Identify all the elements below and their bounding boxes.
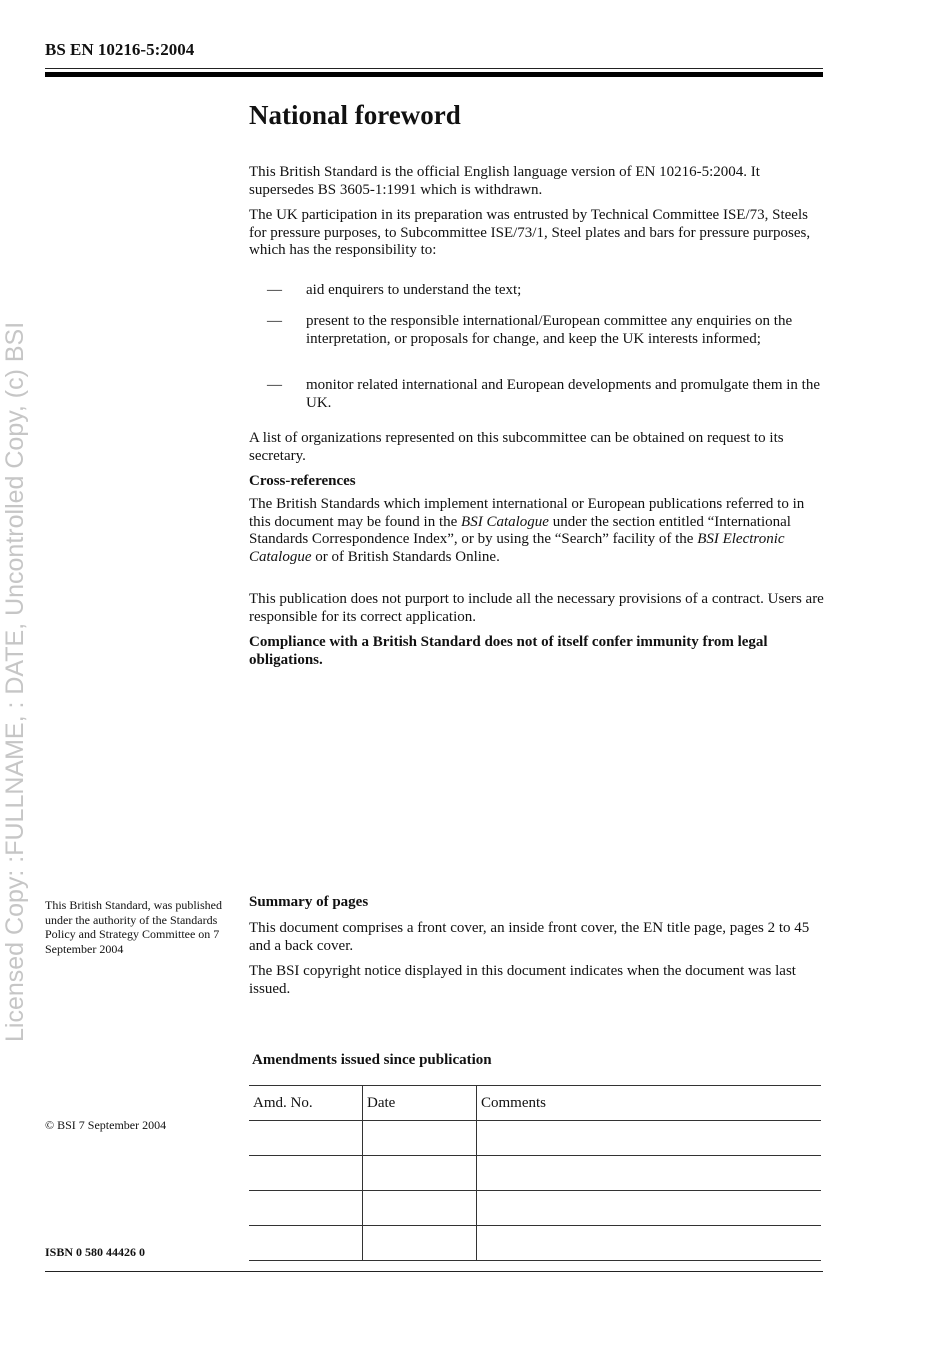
table-cell bbox=[363, 1191, 477, 1226]
bsi-catalogue-title: BSI Catalogue bbox=[461, 513, 549, 530]
responsibility-text: aid enquirers to understand the text; bbox=[306, 282, 522, 298]
amendments-table bbox=[249, 1085, 821, 1261]
column-header-amd-no: Amd. No. bbox=[249, 1086, 363, 1121]
copyright-date: © BSI 7 September 2004 bbox=[45, 1118, 167, 1132]
responsibility-text: monitor related international and European developments and promulgate them in the UK. bbox=[306, 377, 821, 411]
intro-paragraph-1: This British Standard is the official English language version of EN 10216-5:2004. It supersedes BS 3605-1:1991 which is withdrawn. bbox=[249, 164, 760, 198]
table-cell bbox=[363, 1121, 477, 1156]
dash-bullet: — bbox=[267, 282, 282, 298]
compliance-statement: Compliance with a British Standard does not of itself confer immunity from legal obligations. bbox=[249, 634, 768, 668]
watermark-text: Licensed Copy: :FULLNAME, : DATE, Uncontrolled Copy, (c) BSI bbox=[1, 321, 29, 1042]
amendments-heading: Amendments issued since publication bbox=[252, 1052, 492, 1068]
dash-bullet: — bbox=[267, 313, 282, 329]
header-rule-thick bbox=[45, 72, 823, 77]
table-row bbox=[249, 1156, 821, 1191]
table-cell bbox=[249, 1156, 363, 1191]
summary-text: This document comprises a front cover, an inside front cover, the EN title page, pages 2 to 45 and a back cover. bbox=[249, 920, 810, 954]
table-cell bbox=[363, 1226, 477, 1261]
disclaimer-paragraph: This publication does not purport to include all the necessary provisions of a contract. Users are responsible for its correct application. bbox=[249, 591, 824, 625]
table-cell bbox=[249, 1191, 363, 1226]
intro-paragraph-2: The UK participation in its preparation was entrusted by Technical Committee ISE/73, Steels for pressure purposes, to Subcommittee ISE/73/1, Steel plates and bars for pressure purposes, which has the responsibility to: bbox=[249, 207, 811, 258]
table-cell bbox=[477, 1156, 822, 1191]
table-row bbox=[249, 1191, 821, 1226]
column-header-date: Date bbox=[363, 1086, 477, 1121]
table-cell bbox=[363, 1156, 477, 1191]
table-cell bbox=[249, 1121, 363, 1156]
page-title: National foreword bbox=[249, 100, 461, 130]
table-row bbox=[249, 1121, 821, 1156]
isbn: ISBN 0 580 44426 0 bbox=[45, 1245, 146, 1259]
table-cell bbox=[477, 1191, 822, 1226]
copyright-notice-text: The BSI copyright notice displayed in this document indicates when the document was last issued. bbox=[249, 963, 796, 997]
bsi-electronic-catalogue-title: BSI Electronic Catalogue bbox=[249, 531, 785, 565]
table-cell bbox=[249, 1226, 363, 1261]
publication-authority-note: This British Standard, was published under the authority of the Standards Policy and Strategy Committee on 7 September 2004 bbox=[45, 898, 222, 956]
table-row bbox=[249, 1226, 821, 1261]
footer-rule bbox=[45, 1271, 823, 1272]
table-cell bbox=[477, 1226, 822, 1261]
cross-references-heading: Cross-references bbox=[249, 473, 356, 489]
cross-references-paragraph: The British Standards which implement international or European publications referred to in this document may be found in the BSI Catalogue under the section entitled “International Standards Correspondence Index”, or by using the “Search” facility of the BSI Electronic Catalogue or of British Standards Online. bbox=[249, 496, 805, 565]
table-cell bbox=[477, 1121, 822, 1156]
column-header-comments: Comments bbox=[477, 1086, 822, 1121]
responsibility-text: present to the responsible international/European committee any enquiries on the interpretation, or proposals for change, and keep the UK interests informed; bbox=[306, 313, 793, 347]
document-code: BS EN 10216-5:2004 bbox=[45, 40, 195, 59]
dash-bullet: — bbox=[267, 377, 282, 393]
subcommittee-note: A list of organizations represented on this subcommittee can be obtained on request to its secretary. bbox=[249, 430, 784, 464]
table-header-row bbox=[249, 1086, 821, 1121]
header-rule-thin bbox=[45, 68, 823, 69]
summary-heading: Summary of pages bbox=[249, 894, 369, 910]
